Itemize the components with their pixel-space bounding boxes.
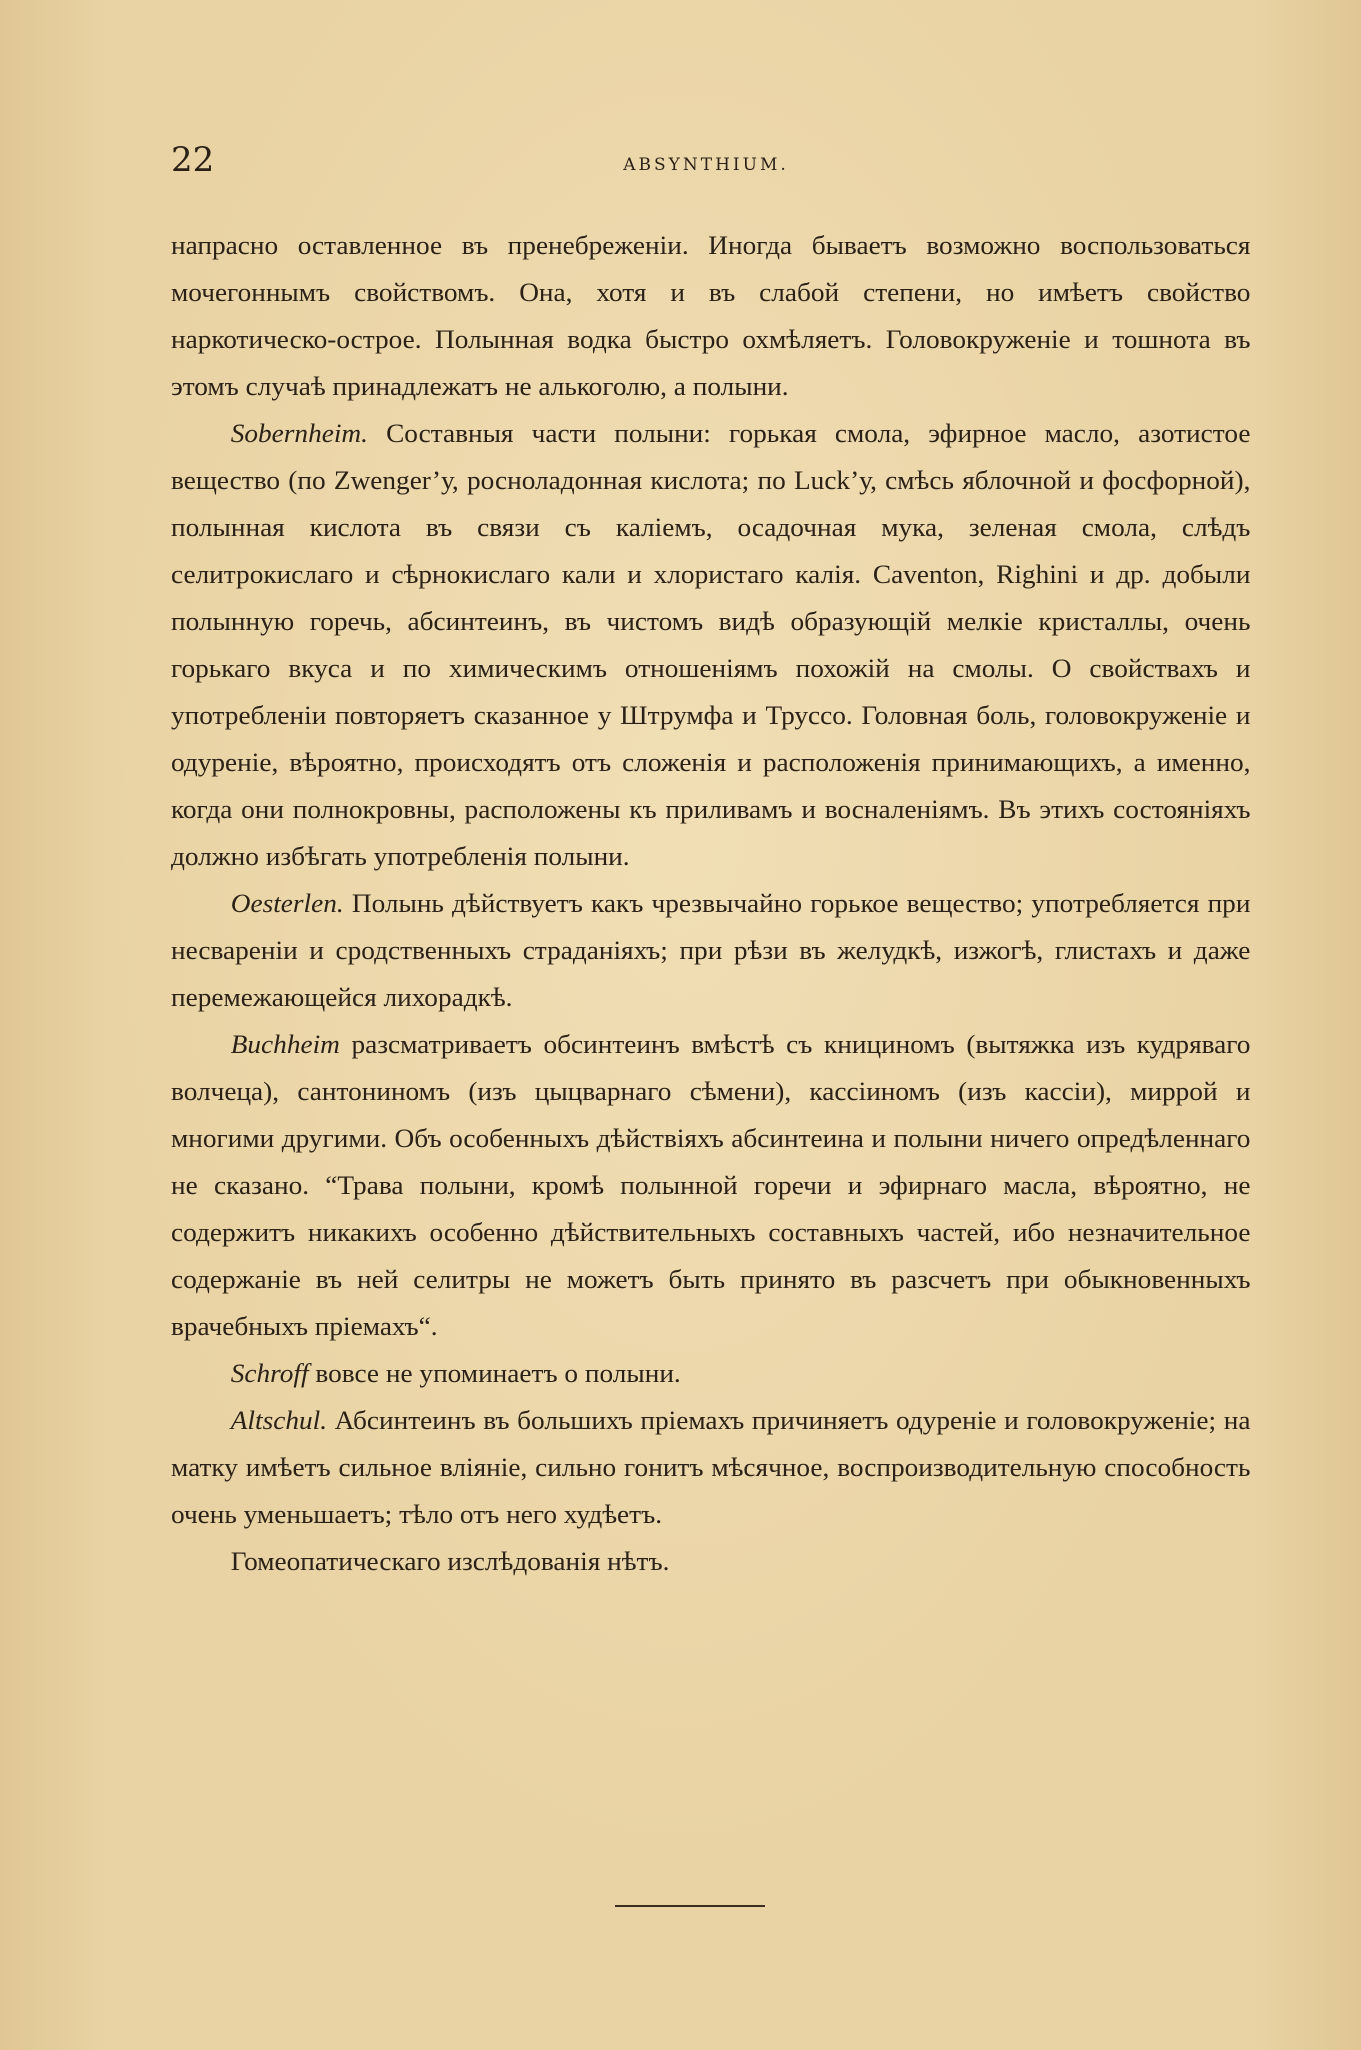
author-name: Buchheim xyxy=(230,1029,340,1059)
paragraph-sobernheim xyxy=(171,410,1250,880)
paragraph-text: Абсинтеинъ въ большихъ пріемахъ причиняетъ одуреніе и головокруженіе; на матку имѣетъ сильное вліяніе, сильно гонитъ мѣсячное, воспроизводительную способность очень уменьшаетъ; тѣло отъ него худѣетъ. xyxy=(171,1405,1251,1529)
paragraph-homeopathic xyxy=(171,1538,1250,1585)
paragraph-oesterlen xyxy=(171,880,1250,1021)
paragraph-text: Полынь дѣйствуетъ какъ чрезвычайно горькое вещество; употребляется при несвареніи и сродственныхъ страданіяхъ; при рѣзи въ желудкѣ, изжогѣ, глистахъ и даже перемежающейся лихорадкѣ. xyxy=(171,888,1251,1012)
running-head: ABSYNTHIUM. xyxy=(623,155,789,175)
paragraph-text: вовсе не упоминаетъ о полыни. xyxy=(308,1358,681,1388)
paragraph-text: разсматриваетъ обсинтеинъ вмѣстѣ съ книциномъ (вытяжка изъ кудряваго волчеца), сантониномъ (изъ цыцварнаго сѣмени), кассіиномъ (изъ кассіи), миррой и многими другими. Объ особенныхъ дѣйствіяхъ абсинтеина и полыни ничего опредѣленнаго не сказано. “Трава полыни, кромѣ полынной горечи и эфирнаго масла, вѣроятно, не содержитъ никакихъ особенно дѣйствительныхъ составныхъ частей, ибо незначительное содержаніе въ ней селитры не можетъ быть принято въ разсчетъ при обыкновенныхъ врачебныхъ пріемахъ“. xyxy=(171,1029,1251,1341)
page-header xyxy=(171,140,1241,190)
paragraph-text: Гомеопатическаго изслѣдованія нѣтъ. xyxy=(230,1546,670,1576)
paragraph-schroff xyxy=(171,1350,1250,1397)
author-name: Oesterlen. xyxy=(230,888,344,918)
paragraph-altschul xyxy=(171,1397,1250,1538)
paragraph-intro xyxy=(171,222,1250,410)
author-name: Schroff xyxy=(230,1358,309,1388)
author-name: Altschul. xyxy=(230,1405,328,1435)
paragraph-buchheim xyxy=(171,1021,1250,1350)
paragraph-text: Составныя части полыни: горькая смола, эфирное масло, азотистое вещество (по Zwenger’у, росноладонная кислота; по Luck’у, смѣсь яблочной и фосфорной), полынная кислота въ связи съ каліемъ, осадочная мука, зеленая смола, слѣдъ селитрокислаго и сѣрнокислаго кали и хлористаго калія. Caventon, Righini и др. добыли полынную горечь, абсинтеинъ, въ чистомъ видѣ образующій мелкіе кристаллы, очень горькаго вкуса и по химическимъ отношеніямъ похожій на смолы. О свойствахъ и употребленіи повторяетъ сказанное у Штрумфа и Труссо. Головная боль, головокруженіе и одуреніе, вѣроятно, происходятъ отъ сложенія и расположенія принимающихъ, а именно, когда они полнокровны, расположены къ приливамъ и восналеніямъ. Въ этихъ состояніяхъ должно избѣгать употребленія полыни. xyxy=(171,418,1251,871)
page-number: 22 xyxy=(171,140,215,180)
paragraph-text: напрасно оставленное въ пренебреженіи. Иногда бываетъ возможно воспользоваться мочегоннымъ свойствомъ. Она, хотя и въ слабой степени, но имѣетъ свойство наркотическо-острое. Полынная водка быстро охмѣляетъ. Головокруженіе и тошнота въ этомъ случаѣ принадлежатъ не алькоголю, а полыни. xyxy=(171,230,1251,401)
body-text xyxy=(171,222,1250,1585)
section-end-rule xyxy=(615,1905,765,1907)
author-name: Sobernheim. xyxy=(230,418,368,448)
